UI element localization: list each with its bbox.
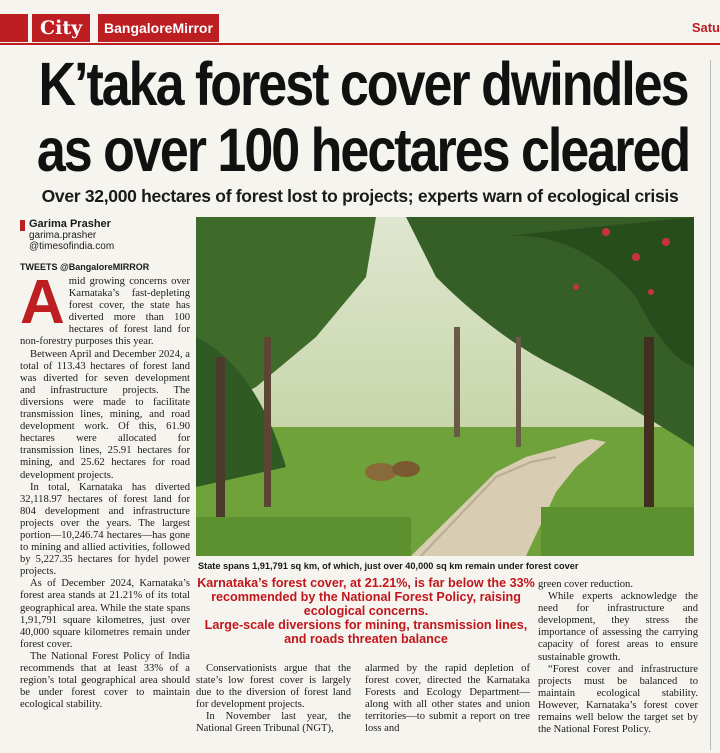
pull-quote [196,576,536,646]
subheadline: Over 32,000 hectares of forest lost to projects; experts warn of ecological crisis [41,186,679,206]
article-paragraph: Between April and December 2024, a total of 113.43 hectares of forest land was diverted for seven development and infrastructure projects. The diversions were made to facilitate transmission lines, mining, and road development work. Of this, 61.90 hectares were allocated for transmission lines, 25.91 hectares for mining, and 25.62 hectares for road development projects. [20,348,190,481]
article-paragraph: Amid growing concerns over Karnataka’s fast-depleting forest cover, the state has diverted more than 100 hectares of forest land for non-forestry purposes this year. [20,268,190,348]
tweets-handle: TWEETS @BangaloreMIRROR [20,262,150,272]
forest-road-illustration [196,217,694,556]
article-paragraph: green cover reduction. [538,579,634,590]
article-column-1 [20,268,190,711]
article-paragraph: alarmed by the rapid depletion of forest cover, directed the Karnataka Forests and Ecology Department—along with all other states and union territories—to submit a report on tree loss and [365,663,530,735]
article-paragraph: In total, Karnataka has diverted 32,118.97 hectares of forest land for 804 development and infrastructure projects over the years. The largest portion—10,246.74 hectares—has gone to mining and allied activities, followed by 5,227.35 hectares for hydel power projects. [20,481,190,578]
article-column-2 [196,663,351,736]
forest-road-photo [196,217,694,556]
article-paragraph: Conservationists argue that the state’s low forest cover is largely due to the diversion of forest land for development projects. [196,663,351,711]
page-edge-rule [710,60,711,750]
drop-cap: A [20,268,65,337]
article-paragraph: “Forest cover and infrastructure projects must be balanced to maintain ecological stability. However, Karnataka’s forest cover remains well below the target set by the National Forest Policy. [538,663,698,736]
article-paragraph: As of December 2024, Karnataka’s forest area stands at 21.21% of its total geographical area. While the state spans 1,91,791 square kilometres, just over 40,000 square kilometres remain under forest cover. [20,578,190,650]
brand-label: BangaloreMirror [98,14,219,42]
headline-line-1: K’taka forest cover dwindles [38,50,688,120]
author-email-line-2: @timesofindia.com [29,241,115,252]
article-paragraph: While experts acknowledge the need for infrastructure and development, they stress the importance of assessing the carrying capacity of forest areas to ensure sustainable growth. [538,591,698,663]
byline-marker [20,220,25,231]
banner-rule [0,43,720,45]
article-paragraph: The National Forest Policy of India recommends that at least 33% of a region’s total geographical area should be under forest cover to maintain ecological stability. [20,650,190,711]
article-column-3 [365,663,530,736]
author-name: Garima Prasher [29,218,111,230]
pull-quote-part-2: Large-scale diversions for mining, transmission lines, and roads threaten balance [204,618,528,646]
byline [20,218,190,252]
author-email-line-1: garima.prasher [29,230,97,241]
date-fragment: Satu [691,20,720,35]
headline-line-2: as over 100 hectares cleared [36,116,690,186]
banner-accent-block [0,14,28,42]
article-paragraph: In November last year, the National Green Tribunal (NGT), [196,711,351,735]
section-label: City [32,14,90,42]
article-column-4 [538,579,698,736]
headline [18,52,708,184]
photo-caption: State spans 1,91,791 sq km, of which, just over 40,000 sq km remain under forest cover [198,561,579,571]
pull-quote-part-1: Karnataka’s forest cover, at 21.21%, is far below the 33% recommended by the National Forest Policy, raising ecological concerns. [197,576,535,618]
section-banner [0,14,720,44]
